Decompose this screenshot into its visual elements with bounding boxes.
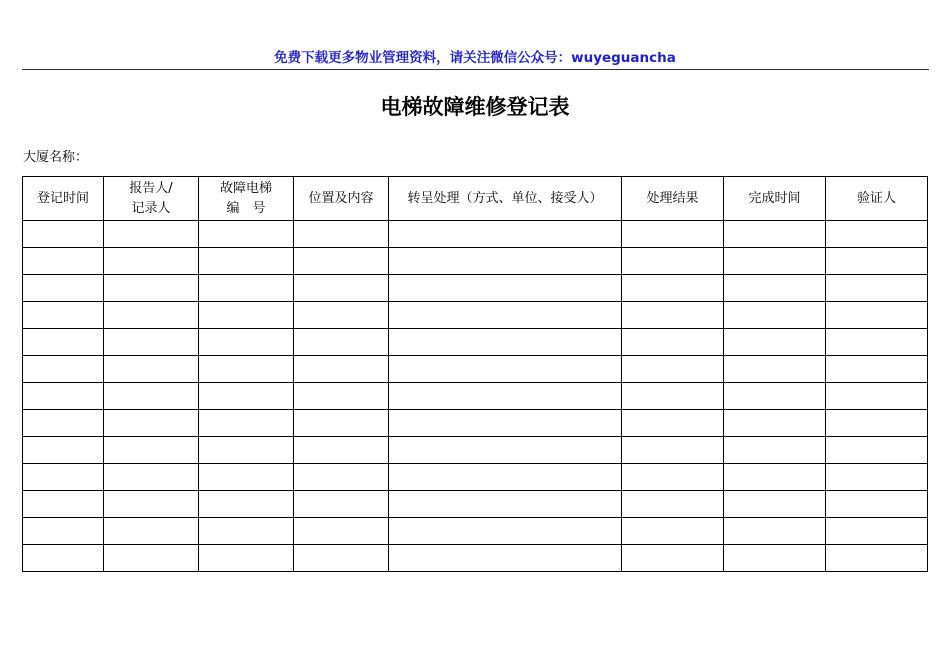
table-cell[interactable] [622, 248, 724, 275]
elevator-fault-register-table [22, 176, 928, 572]
table-cell[interactable] [826, 410, 928, 437]
header-handling-result [622, 177, 724, 221]
header-line: 报告人/ [129, 180, 173, 196]
table-cell[interactable] [294, 356, 389, 383]
table-cell[interactable] [23, 410, 104, 437]
table-cell[interactable] [724, 545, 826, 572]
table-cell[interactable] [724, 383, 826, 410]
table-cell[interactable] [622, 410, 724, 437]
table-cell[interactable] [724, 491, 826, 518]
table-cell[interactable] [724, 356, 826, 383]
table-cell[interactable] [294, 545, 389, 572]
table-cell[interactable] [622, 275, 724, 302]
table-cell[interactable] [389, 302, 622, 329]
table-cell[interactable] [199, 356, 294, 383]
table-cell[interactable] [724, 437, 826, 464]
table-cell[interactable] [104, 248, 199, 275]
table-row [23, 356, 928, 383]
table-cell[interactable] [826, 302, 928, 329]
page-title: 电梯故障维修登记表 [380, 95, 570, 119]
header-line: 完成时间 [748, 190, 801, 206]
table-cell[interactable] [104, 545, 199, 572]
table-row [23, 437, 928, 464]
table-cell[interactable] [724, 518, 826, 545]
table-cell[interactable] [622, 545, 724, 572]
header-faulty-elevator-number [199, 177, 294, 221]
table-cell[interactable] [826, 275, 928, 302]
header-line: 故障电梯 [219, 180, 272, 196]
table-header-row [23, 177, 928, 221]
table-cell[interactable] [826, 248, 928, 275]
table-cell[interactable] [389, 275, 622, 302]
table-cell[interactable] [199, 491, 294, 518]
table-cell[interactable] [104, 221, 199, 248]
table-cell[interactable] [104, 437, 199, 464]
table-cell[interactable] [389, 383, 622, 410]
table-cell[interactable] [389, 464, 622, 491]
table-row [23, 383, 928, 410]
table-cell[interactable] [622, 464, 724, 491]
table-cell[interactable] [389, 410, 622, 437]
header-verifier [826, 177, 928, 221]
table-cell[interactable] [104, 329, 199, 356]
table-cell[interactable] [104, 491, 199, 518]
table-cell[interactable] [389, 491, 622, 518]
table-cell[interactable] [23, 437, 104, 464]
table-cell[interactable] [724, 221, 826, 248]
table-cell[interactable] [622, 356, 724, 383]
table-cell[interactable] [826, 383, 928, 410]
table-cell[interactable] [826, 545, 928, 572]
table-cell[interactable] [294, 248, 389, 275]
table-cell[interactable] [724, 410, 826, 437]
table-cell[interactable] [389, 356, 622, 383]
header-transfer-handling [389, 177, 622, 221]
table-cell[interactable] [294, 275, 389, 302]
table-row [23, 275, 928, 302]
header-line: 转呈处理（方式、单位、接受人） [407, 190, 603, 206]
table-cell[interactable] [622, 437, 724, 464]
table-cell[interactable] [826, 518, 928, 545]
table-cell[interactable] [724, 302, 826, 329]
table-row [23, 329, 928, 356]
table-row [23, 302, 928, 329]
table-cell[interactable] [294, 518, 389, 545]
table-cell[interactable] [199, 518, 294, 545]
promo-banner: 免费下载更多物业管理资料，请关注微信公众号：wuyeguancha [274, 50, 676, 66]
table-cell[interactable] [199, 437, 294, 464]
table-cell[interactable] [23, 464, 104, 491]
table-cell[interactable] [199, 302, 294, 329]
table-cell[interactable] [622, 491, 724, 518]
table-cell[interactable] [294, 383, 389, 410]
table-cell[interactable] [389, 248, 622, 275]
table-cell[interactable] [826, 437, 928, 464]
table-cell[interactable] [104, 302, 199, 329]
table-cell[interactable] [104, 383, 199, 410]
table-cell[interactable] [199, 248, 294, 275]
table-cell[interactable] [199, 221, 294, 248]
table-cell[interactable] [23, 329, 104, 356]
table-cell[interactable] [826, 329, 928, 356]
table-cell[interactable] [724, 329, 826, 356]
table-cell[interactable] [294, 464, 389, 491]
table-cell[interactable] [294, 221, 389, 248]
table-cell[interactable] [389, 518, 622, 545]
table-cell[interactable] [622, 518, 724, 545]
table-row [23, 248, 928, 275]
table-cell[interactable] [389, 329, 622, 356]
table-cell[interactable] [826, 491, 928, 518]
table-body [23, 221, 928, 572]
table-cell[interactable] [104, 410, 199, 437]
table-cell[interactable] [199, 383, 294, 410]
table-cell[interactable] [622, 302, 724, 329]
table-cell[interactable] [389, 221, 622, 248]
table-row [23, 491, 928, 518]
table-cell[interactable] [23, 275, 104, 302]
table-cell[interactable] [199, 464, 294, 491]
table-cell[interactable] [23, 248, 104, 275]
table-cell[interactable] [23, 491, 104, 518]
table-cell[interactable] [622, 329, 724, 356]
table-cell[interactable] [199, 329, 294, 356]
table-cell[interactable] [724, 275, 826, 302]
table-row [23, 221, 928, 248]
table-cell[interactable] [826, 356, 928, 383]
table-cell[interactable] [104, 464, 199, 491]
header-registration-time [23, 177, 104, 221]
table-cell[interactable] [23, 383, 104, 410]
table-cell[interactable] [622, 383, 724, 410]
table-cell[interactable] [389, 545, 622, 572]
table-row [23, 464, 928, 491]
table-cell[interactable] [826, 464, 928, 491]
header-line: 记录人 [131, 200, 171, 216]
table-cell[interactable] [23, 302, 104, 329]
table-cell[interactable] [23, 545, 104, 572]
table-cell[interactable] [23, 356, 104, 383]
table-cell[interactable] [199, 410, 294, 437]
table-cell[interactable] [104, 356, 199, 383]
table-row [23, 545, 928, 572]
table-row [23, 518, 928, 545]
header-line: 位置及内容 [308, 190, 374, 206]
table-row [23, 410, 928, 437]
header-reporter-recorder [104, 177, 199, 221]
table-cell[interactable] [104, 518, 199, 545]
table-cell[interactable] [199, 275, 294, 302]
table-cell[interactable] [23, 518, 104, 545]
header-completion-time [724, 177, 826, 221]
table-cell[interactable] [724, 248, 826, 275]
table-cell[interactable] [294, 302, 389, 329]
table-cell[interactable] [826, 221, 928, 248]
header-line: 登记时间 [36, 190, 89, 206]
table-cell[interactable] [104, 275, 199, 302]
table-cell[interactable] [294, 437, 389, 464]
table-cell[interactable] [23, 221, 104, 248]
header-location-content [294, 177, 389, 221]
table-cell[interactable] [294, 410, 389, 437]
table-cell[interactable] [294, 491, 389, 518]
header-line: 验证人 [856, 190, 896, 206]
header-line: 编 号 [226, 200, 266, 216]
table-cell[interactable] [199, 545, 294, 572]
table-cell[interactable] [724, 464, 826, 491]
header-divider [22, 69, 929, 70]
table-cell[interactable] [294, 329, 389, 356]
building-name-label: 大厦名称： [23, 150, 89, 165]
table-cell[interactable] [389, 437, 622, 464]
header-line: 处理结果 [646, 190, 699, 206]
table-cell[interactable] [622, 221, 724, 248]
